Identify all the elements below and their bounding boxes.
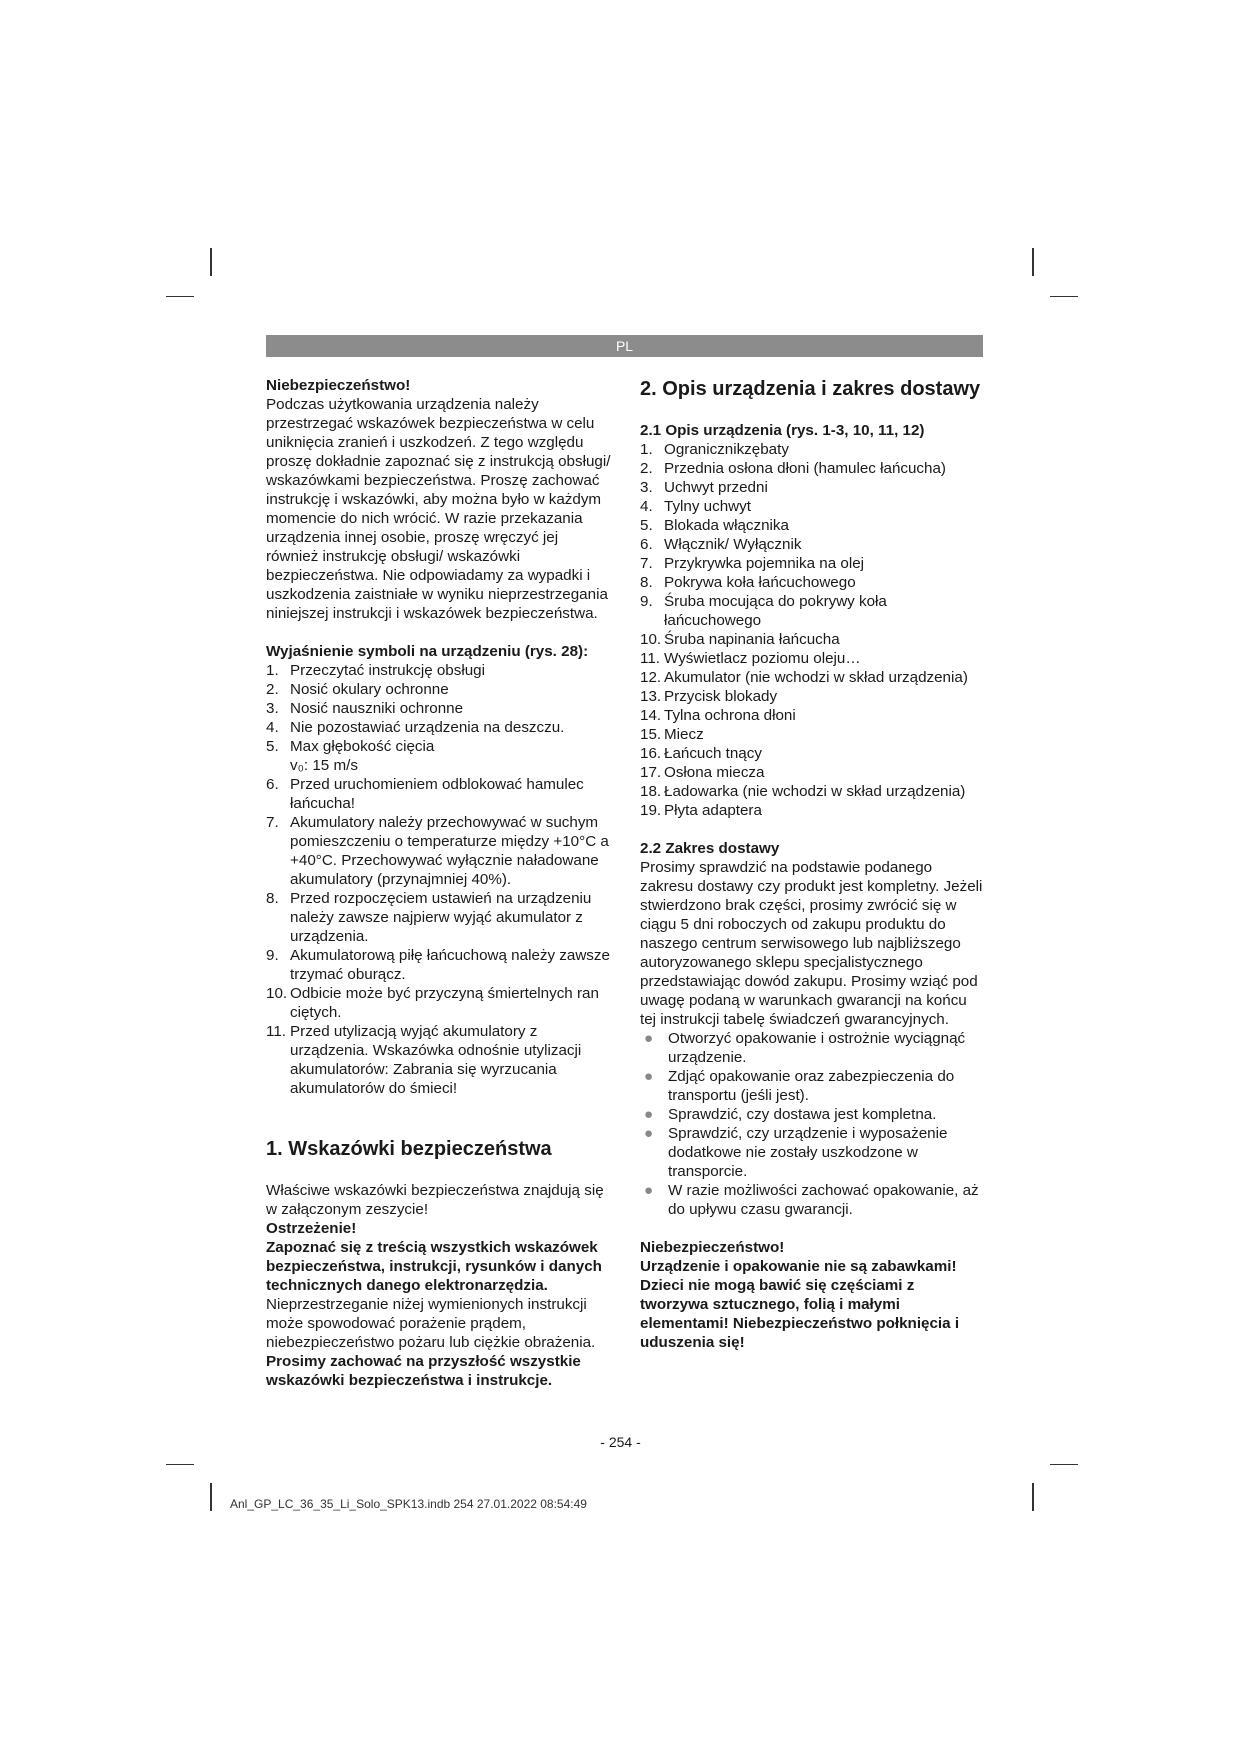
crop-mark (1032, 248, 1034, 276)
list-item: 12. Akumulator (nie wchodzi w skład urządzenia) (640, 669, 968, 686)
list-item: 10. Odbicie może być przyczyną śmiertelnych ran ciętych. (266, 985, 599, 1021)
bullet-icon: ● (644, 1182, 654, 1199)
list-item: ● Zdjąć opakowanie oraz zabezpieczenia do transportu (jeśli jest). (644, 1068, 955, 1104)
list-item: 14. Tylna ochrona dłoni (640, 707, 796, 724)
list-item: 3. Nosić nauszniki ochronne (266, 700, 464, 717)
crop-mark (1032, 1483, 1034, 1511)
crop-mark (210, 248, 212, 276)
bullet-icon: ● (644, 1106, 654, 1123)
list-item: 19. Płyta adaptera (640, 802, 762, 819)
section-2-title: 2. Opis urządzenia i zakres dostawy (640, 378, 981, 400)
section-1-intro: Właściwe wskazówki bezpieczeństwa znajdują się w załączonym zeszycie! (266, 1182, 604, 1218)
list-item: 1. Przeczytać instrukcję obsługi (266, 662, 485, 679)
list-item: 11. Wyświetlacz poziomu oleju… (640, 650, 861, 667)
danger-paragraph-right: Urządzenie i opakowanie nie są zabawkami! Dzieci nie mogą bawić się częściami z tworzywa sztucznego, folią i małymi elementami! Niebezpieczeństwo połknięcia i uduszenia się! (640, 1258, 960, 1351)
list-item: 9. Akumulatorową piłę łańcuchową należy zawsze trzymać oburącz. (266, 947, 610, 983)
list-item: 8. Pokrywa koła łańcuchowego (640, 574, 856, 591)
list-item: 17. Osłona miecza (640, 764, 765, 781)
section-1-title: 1. Wskazówki bezpieczeństwa (266, 1138, 552, 1160)
right-column (640, 376, 985, 1352)
left-column (266, 376, 611, 1390)
symbols-heading: Wyjaśnienie symboli na urządzeniu (rys. 28): (266, 643, 589, 660)
list-item: v₀: 15 m/s (290, 757, 358, 774)
warning-paragraph: Zapoznać się z treścią wszystkich wskazówek bezpieczeństwa, instrukcji, rysunków i danych technicznych danego elektronarzędzia. Nieprzestrzeganie niżej wymienionych instrukcji może spowodować porażenie prądem, niebezpieczeństwo pożaru lub ciężkie obrażenia. (266, 1239, 602, 1351)
bullet-icon: ● (644, 1125, 654, 1142)
list-item: 2. Przednia osłona dłoni (hamulec łańcucha) (640, 460, 946, 477)
crop-mark (1050, 296, 1078, 297)
danger-paragraph: Podczas użytkowania urządzenia należy przestrzegać wskazówek bezpieczeństwa w celu uniknięcia zranień i uszkodzeń. Z tego względu proszę dokładnie zapoznać się z instrukcją obsługi/ wskazówkami bezpieczeństwa. Proszę zachować instrukcję i wskazówki, aby można było w każdym momencie do nich wrócić. W razie przekazania urządzenia innej osobie, proszę wręczyć jej również instrukcję obsługi/ wskazówki bezpieczeństwa. Nie odpowiadamy za wypadki i uszkodzenia zaistniałe w wyniku nieprzestrzegania niniejszej instrukcji i wskazówek bezpieczeństwa. (266, 396, 611, 622)
delivery-paragraph: Prosimy sprawdzić na podstawie podanego zakresu dostawy czy produkt jest kompletny. Jeżeli stwierdzono brak części, prosimy zwrócić się w ciągu 5 dni roboczych od zakupu produktu do naszego centrum serwisowego lub najbliższego autoryzowanego sklepu specjalistycznego przedstawiając dowód zakupu. Prosimy wziąć pod uwagę podaną w warunkach gwarancji na końcu tej instrukcji tabelę świadczeń gwarancyjnych. (640, 859, 983, 1028)
crop-mark (210, 1483, 212, 1511)
list-item: 6. Przed uruchomieniem odblokować hamulec łańcucha! (266, 776, 584, 812)
list-item: 6. Włącznik/ Wyłącznik (640, 536, 802, 553)
list-item: 4. Nie pozostawiać urządzenia na deszczu. (266, 719, 565, 736)
page-number: - 254 - (600, 1434, 641, 1450)
file-info: Anl_GP_LC_36_35_Li_Solo_SPK13.indb 254 27.01.2022 08:54:49 (230, 1497, 587, 1511)
list-item: 5. Blokada włącznika (640, 517, 789, 534)
subsection-2-1-title: 2.1 Opis urządzenia (rys. 1-3, 10, 11, 12) (640, 422, 925, 439)
warning-heading: Ostrzeżenie! (266, 1220, 357, 1237)
list-item: 7. Akumulatory należy przechowywać w suchym pomieszczeniu o temperaturze między +10°C a +40°C. Przechowywać wyłącznie naładowane akumulatory (przynajmniej 40%). (266, 814, 609, 888)
bullet-icon: ● (644, 1030, 654, 1047)
list-item: ● Sprawdzić, czy urządzenie i wyposażenie dodatkowe nie zostały uszkodzone w transporcie. (644, 1125, 948, 1180)
list-item: 7. Przykrywka pojemnika na olej (640, 555, 865, 572)
list-item: 5. Max głębokość cięcia (266, 738, 435, 755)
danger-heading-right: Niebezpieczeństwo! (640, 1239, 785, 1256)
list-item: 8. Przed rozpoczęciem ustawień na urządzeniu należy zawsze najpierw wyjąć akumulator z urządzenia. (266, 890, 592, 945)
subsection-2-2-title: 2.2 Zakres dostawy (640, 840, 780, 857)
list-item: 13. Przycisk blokady (640, 688, 778, 705)
list-item: 10. Śruba napinania łańcucha (640, 631, 840, 648)
crop-mark (166, 1464, 194, 1465)
crop-mark (166, 296, 194, 297)
list-item: 4. Tylny uchwyt (640, 498, 751, 515)
list-item: ● Otworzyć opakowanie i ostrożnie wyciągnąć urządzenie. (644, 1030, 966, 1066)
bullet-icon: ● (644, 1068, 654, 1085)
list-item: 1. Ogranicznikzębaty (640, 441, 789, 458)
list-item: 18. Ładowarka (nie wchodzi w skład urządzenia) (640, 783, 966, 800)
parts-list (640, 440, 985, 820)
list-item: ● W razie możliwości zachować opakowanie, aż do upływu czasu gwarancji. (644, 1182, 979, 1218)
language-header: PL (266, 335, 983, 357)
list-item: ● Sprawdzić, czy dostawa jest kompletna. (644, 1106, 937, 1123)
list-item: 11. Przed utylizacją wyjąć akumulatory z urządzenia. Wskazówka odnośnie utylizacji akumulatorów: Zabrania się wyrzucania akumulatorów do śmieci! (266, 1023, 582, 1097)
list-item: 2. Nosić okulary ochronne (266, 681, 449, 698)
delivery-bullets (640, 1029, 985, 1219)
list-item: 16. Łańcuch tnący (640, 745, 762, 762)
list-item: 3. Uchwyt przedni (640, 479, 768, 496)
list-item: 15. Miecz (640, 726, 704, 743)
danger-heading: Niebezpieczeństwo! (266, 377, 411, 394)
list-item: 9. Śruba mocująca do pokrywy koła łańcuchowego (640, 593, 887, 629)
warning-final: Prosimy zachować na przyszłość wszystkie wskazówki bezpieczeństwa i instrukcje. (266, 1353, 581, 1389)
symbols-list (266, 661, 611, 1098)
crop-mark (1050, 1464, 1078, 1465)
